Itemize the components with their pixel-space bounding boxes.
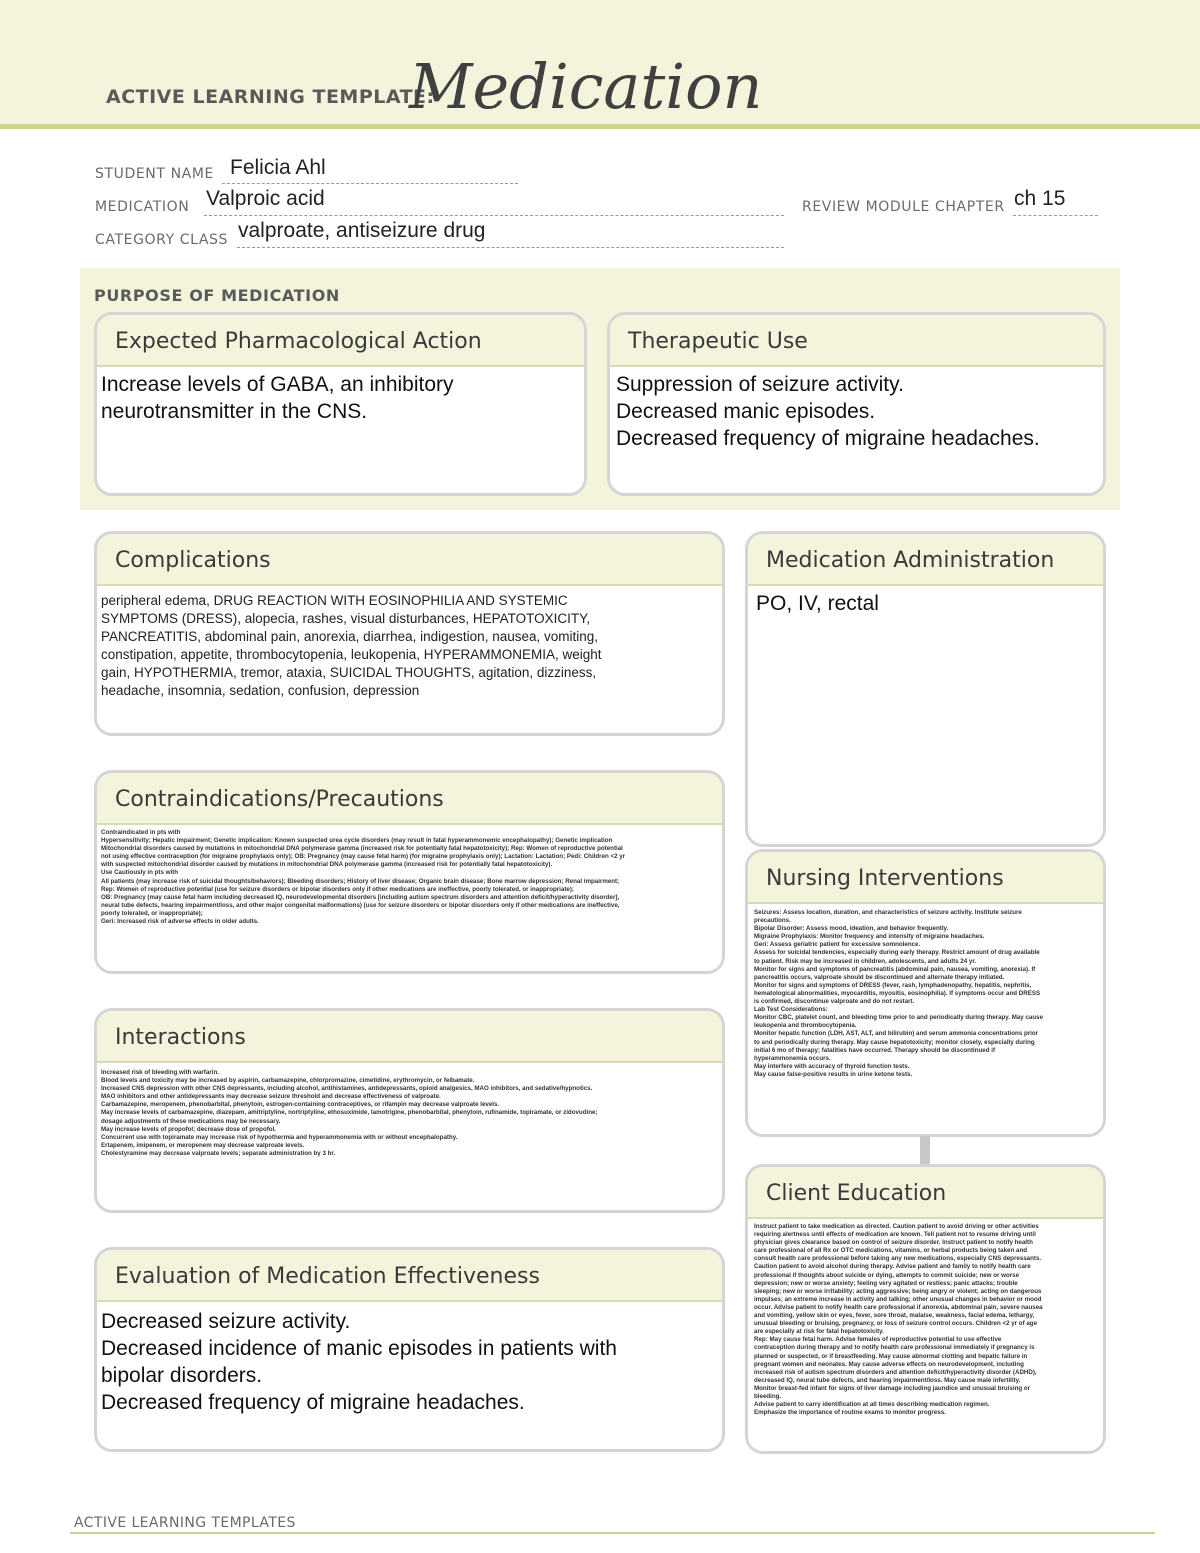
medication-field[interactable]: Valproic acid xyxy=(206,187,325,210)
interactions-line: dosage adjustments of these medications may be necessary. xyxy=(101,1117,281,1125)
therapeutic-use-line: Decreased manic episodes. xyxy=(616,400,876,423)
contraindications-line: Rep: Women of reproductive potential (use for seizure disorders or bipolar disorders only if other medications are ineffective, poorly tolerated, or inappropriate); xyxy=(101,885,574,893)
client-education-box xyxy=(745,1164,1106,1454)
nursing-line: pancreatitis occurs, valproate should be discontinued and alternate therapy initiated. xyxy=(754,973,1005,981)
student-name-line xyxy=(222,183,518,184)
therapeutic-use-title: Therapeutic Use xyxy=(610,315,1103,367)
nursing-line: Seizures: Assess location, duration, and characteristics of seizure activity. Institute seizure xyxy=(754,909,1022,916)
client-education-line: Caution patient to avoid alcohol during therapy. Advise patient and family to notify health care xyxy=(754,1263,1031,1271)
review-chapter-label: REVIEW MODULE CHAPTER xyxy=(802,199,1005,215)
interactions-line: Cholestyramine may decrease valproate levels; separate administration by 3 hr. xyxy=(101,1149,336,1157)
interactions-line: Increased risk of bleeding with warfarin. xyxy=(101,1069,219,1076)
administration-box xyxy=(745,531,1106,847)
nursing-line: Assess for suicidal tendencies, especially during early therapy. Restrict amount of drug available xyxy=(754,949,1040,957)
therapeutic-use-box xyxy=(607,312,1106,496)
contraindications-line: OB: Pregnancy (may cause fetal harm including decreased IQ, neurodevelopmental disorders [including autism spectrum disorders and attention deficit/hyperactivity disorder], xyxy=(101,893,620,901)
contraindications-line: Contraindicated in pts with xyxy=(101,829,181,836)
client-education-line: Monitor breast-fed infant for signs of liver damage including jaundice and unusual bruising or xyxy=(754,1384,1031,1392)
client-education-line: Advise patient to carry identification at all times describing medication regimen. xyxy=(754,1401,990,1409)
nursing-line: Monitor for signs and symptoms of DRESS (fever, rash, lymphadenopathy, hepatitis, nephritis, xyxy=(754,981,1032,989)
complications-title: Complications xyxy=(97,534,722,586)
nursing-line: to patient. Risk may be increased in children, adolescents, and adults 24 yr. xyxy=(754,957,977,965)
nursing-line: Bipolar Disorder: Assess mood, ideation, and behavior frequently. xyxy=(754,925,949,933)
nursing-line: hyperammonemia occurs. xyxy=(754,1054,831,1062)
complications-body[interactable] xyxy=(97,586,722,700)
interactions-line: Increased CNS depression with other CNS depressants, including alcohol, antihistamines, antidepressants, opioid analgesics, MAO inhibitors, and sedative/hypnotics. xyxy=(101,1085,593,1093)
client-education-line: occur. Advise patient to notify health care professional if anorexia, abdominal pain, severe nausea xyxy=(754,1303,1043,1311)
client-education-line: Rep: May cause fetal harm. Advise females of reproductive potential to use effective xyxy=(754,1336,1002,1344)
footer-rule xyxy=(70,1532,1155,1534)
connector-bar xyxy=(920,1136,930,1166)
client-education-line: physician gives clearance based on control of seizure disorder. Instruct patient to notify health xyxy=(754,1239,1033,1247)
interactions-box xyxy=(94,1008,725,1213)
nursing-line: May cause false-positive results in urine ketone tests. xyxy=(754,1070,913,1078)
nursing-line: Monitor for signs and symptoms of pancreatitis (abdominal pain, nausea, vomiting, anorexia). If xyxy=(754,965,1036,973)
expected-action-line: Increase levels of GABA, an inhibitory xyxy=(101,373,454,396)
complications-line: SYMPTOMS (DRESS), alopecia, rashes, visual disturbances, HEPATOTOXICITY, xyxy=(101,611,591,626)
client-education-line: planned or suspected, or if breastfeeding. May cause abnormal clotting and hepatic failure in xyxy=(754,1352,1028,1360)
template-title: Medication xyxy=(409,50,763,123)
interactions-line: Ertapenem, imipenem, or meropenem may decrease valproate levels. xyxy=(101,1141,305,1149)
contraindications-line: Use Cautiously in pts with xyxy=(101,869,179,877)
expected-action-box xyxy=(94,312,587,496)
nursing-body[interactable] xyxy=(748,904,1103,1079)
nursing-line: hematological abnormalities, myocarditis, myositis, eosinophilia). If symptoms occur and DRESS xyxy=(754,989,1041,997)
client-education-line: bleeding. xyxy=(754,1392,782,1400)
evaluation-box xyxy=(94,1247,725,1452)
evaluation-title: Evaluation of Medication Effectiveness xyxy=(97,1250,722,1302)
complications-line: constipation, appetite, thrombocytopenia, leukopenia, HYPERAMMONEMIA, weight xyxy=(101,647,602,662)
category-label: CATEGORY CLASS xyxy=(95,232,229,248)
client-education-line: professional if thoughts about suicide or dying, attempts to commit suicide; new or worse xyxy=(754,1271,1020,1279)
complications-line: gain, HYPOTHERMIA, tremor, ataxia, SUICIDAL THOUGHTS, agitation, dizziness, xyxy=(101,665,597,680)
expected-action-title: Expected Pharmacological Action xyxy=(97,315,584,367)
client-education-body[interactable] xyxy=(748,1219,1103,1417)
interactions-line: Blood levels and toxicity may be increased by aspirin, carbamazepine, chlorpromazine, cimetidine, erythromycin, or felbamate. xyxy=(101,1077,475,1085)
nursing-line: precautions. xyxy=(754,917,791,925)
contraindications-line: not using effective contraception (for migraine prophylaxis only); OB: Pregnancy (may cause fetal harm) (for migraine prophylaxis only); Lactation: Lactation; Pedi: Children <2 yr xyxy=(101,853,626,861)
client-education-line: impulses; an extreme increase in activity and talking; other unusual changes in behavior or mood xyxy=(754,1295,1042,1303)
nursing-line: Monitor hepatic function (LDH, AST, ALT, and bilirubin) and serum ammonia concentrations prior xyxy=(754,1030,1039,1038)
nursing-line: May interfere with accuracy of thyroid function tests. xyxy=(754,1062,910,1070)
contraindications-box xyxy=(94,770,725,974)
interactions-title: Interactions xyxy=(97,1011,722,1063)
client-education-line: consult health care professional before taking any new medications, especially CNS depressants. xyxy=(754,1255,1042,1263)
nursing-line: Geri: Assess geriatric patient for excessive somnolence. xyxy=(754,941,921,949)
contraindications-title: Contraindications/Precautions xyxy=(97,773,722,825)
client-education-line: pregnant women and neonates. May cause adverse effects on neurodevelopment, including xyxy=(754,1360,1024,1368)
interactions-line: MAO inhibitors and other antidepressants may decrease seizure threshold and decrease effectiveness of valproate. xyxy=(101,1093,441,1101)
review-chapter-field[interactable]: ch 15 xyxy=(1014,187,1066,210)
interactions-body[interactable] xyxy=(97,1063,722,1158)
purpose-label: PURPOSE OF MEDICATION xyxy=(94,286,340,305)
client-education-line: sleeping; new or worse irritability; acting aggressive; being angry or violent; acting on dangerous xyxy=(754,1287,1042,1295)
interactions-line: Carbamazepine, meropenem, phenobarbital, phenytoin, estrogen-containing contraceptives, or rifampin may decrease valproate levels. xyxy=(101,1101,500,1109)
contraindications-line: Geri: Increased risk of adverse effects in older adults. xyxy=(101,918,259,926)
client-education-line: and vomiting, yellow skin or eyes, fever, sore throat, malaise, weakness, facial edema, lethargy, xyxy=(754,1312,1035,1320)
review-chapter-line xyxy=(1013,215,1098,216)
client-education-line: Instruct patient to take medication as directed. Caution patient to avoid driving or other activities xyxy=(754,1223,1039,1230)
nursing-line: Migraine Prophylaxis: Monitor frequency and intensity of migraine headaches. xyxy=(754,933,985,941)
nursing-title: Nursing Interventions xyxy=(748,852,1103,904)
client-education-line: care professional of all Rx or OTC medications, vitamins, or herbal products being taken and xyxy=(754,1247,1027,1255)
client-education-line: contraception during therapy and to notify health care professional immediately if pregnancy is xyxy=(754,1344,1035,1352)
student-name-field[interactable]: Felicia Ahl xyxy=(230,156,326,179)
complications-line: PANCREATITIS, abdominal pain, anorexia, diarrhea, indigestion, nausea, vomiting, xyxy=(101,629,599,644)
nursing-line: initial 6 mo of therapy; fatalities have occurred. Therapy should be discontinued if xyxy=(754,1046,996,1054)
nursing-line: Monitor CBC, platelet count, and bleeding time prior to and periodically during therapy. May cause xyxy=(754,1014,1044,1022)
interactions-line: Concurrent use with topiramate may increase risk of hypothermia and hyperammonemia with or without encephalopathy. xyxy=(101,1133,458,1141)
evaluation-line: Decreased frequency of migraine headaches. xyxy=(101,1391,525,1414)
interactions-line: May increase levels of propofol; decrease dose of propofol. xyxy=(101,1125,277,1133)
client-education-title: Client Education xyxy=(748,1167,1103,1219)
student-name-label: STUDENT NAME xyxy=(95,166,214,182)
therapeutic-use-line: Suppression of seizure activity. xyxy=(616,373,904,396)
client-education-line: unusual bleeding or bruising, pregnancy, or loss of seizure control occurs. Children <2 yr of age xyxy=(754,1320,1038,1328)
nursing-box xyxy=(745,849,1106,1137)
client-education-line: requiring alertness until effects of medication are known. Tell patient not to resume driving until xyxy=(754,1231,1036,1239)
client-education-line: decreased IQ, neural tube defects, and hearing impairment/loss. May cause male infertility. xyxy=(754,1376,1021,1384)
contraindications-line: Mitochondrial disorders caused by mutations in mitochondrial DNA polymerase gamma (increased risk for potentially fatal hepatotoxicity); Rep: Women of reproductive potential xyxy=(101,845,623,853)
footer-text: ACTIVE LEARNING TEMPLATES xyxy=(74,1515,296,1531)
nursing-line: Lab Test Considerations: xyxy=(754,1006,828,1014)
client-education-line: increased risk of autism spectrum disorders and attention deficit/hyperactivity disorder (ADHD), xyxy=(754,1368,1037,1376)
nursing-line: leukopenia and thrombocytopenia. xyxy=(754,1022,857,1030)
client-education-line: Emphasize the importance of routine exams to monitor progress. xyxy=(754,1409,946,1417)
medication-line xyxy=(204,215,784,216)
category-line xyxy=(237,247,784,248)
category-field[interactable]: valproate, antiseizure drug xyxy=(238,219,486,242)
contraindications-line: All patients (may increase risk of suicidal thoughts/behaviors); Bleeding disorders; History of liver disease; Organic brain disease; Bone marrow depression; Renal impairment; xyxy=(101,877,620,885)
therapeutic-use-body[interactable] xyxy=(610,367,1103,452)
contraindications-line: with suspected mitochondrial disorder caused by mutations in mitochondrial DNA polymerase gamma (increased risk for potentially fatal hepatotoxicity). xyxy=(101,861,553,869)
complications-line: peripheral edema, DRUG REACTION WITH EOSINOPHILIA AND SYSTEMIC xyxy=(101,593,568,608)
expected-action-body[interactable] xyxy=(97,367,584,425)
client-education-line: are especially at risk for fatal hepatotoxicity. xyxy=(754,1328,884,1336)
nursing-line: to and periodically during therapy. May cause hepatotoxicity; monitor closely, especially during xyxy=(754,1038,1035,1046)
administration-title: Medication Administration xyxy=(748,534,1103,586)
contraindications-line: neural tube defects, hearing impairment/loss, and other major congenital malformations) (use for seizure disorders or bipolar disorders only if other medications are ineffective, xyxy=(101,901,620,909)
interactions-line: May increase levels of carbamazepine, diazepam, amitriptyline, nortriptyline, ethosuximide, lamotrigine, phenobarbital, phenytoin, rufinamide, topiramate, or zidovudine; xyxy=(101,1109,598,1117)
evaluation-line: Decreased seizure activity. xyxy=(101,1310,351,1333)
therapeutic-use-line: Decreased frequency of migraine headaches. xyxy=(616,427,1040,450)
contraindications-body[interactable] xyxy=(97,825,722,926)
medication-label: MEDICATION xyxy=(95,199,190,215)
contraindications-line: Hypersensitivity; Hepatic impairment; Genetic implication: Known suspected urea cycle disorders (may result in fatal hyperammonemic encephalopathy); Genetic implication xyxy=(101,837,613,845)
contraindications-line: poorly tolerated, or inappropriate); xyxy=(101,909,203,917)
evaluation-line: bipolar disorders. xyxy=(101,1364,263,1387)
complications-box xyxy=(94,531,725,736)
nursing-line: is confirmed, discontinue valproate and do not restart. xyxy=(754,998,915,1006)
client-education-line: depression; new or worse anxiety; feeling very agitated or restless; panic attacks; trouble xyxy=(754,1279,1018,1287)
complications-line: headache, insomnia, sedation, confusion, depression xyxy=(101,683,420,698)
template-label: ACTIVE LEARNING TEMPLATE: xyxy=(106,86,435,108)
expected-action-line: neurotransmitter in the CNS. xyxy=(101,400,368,423)
evaluation-body[interactable] xyxy=(97,1302,722,1416)
evaluation-line: Decreased incidence of manic episodes in patients with xyxy=(101,1337,617,1360)
administration-body[interactable]: PO, IV, rectal xyxy=(756,592,879,615)
